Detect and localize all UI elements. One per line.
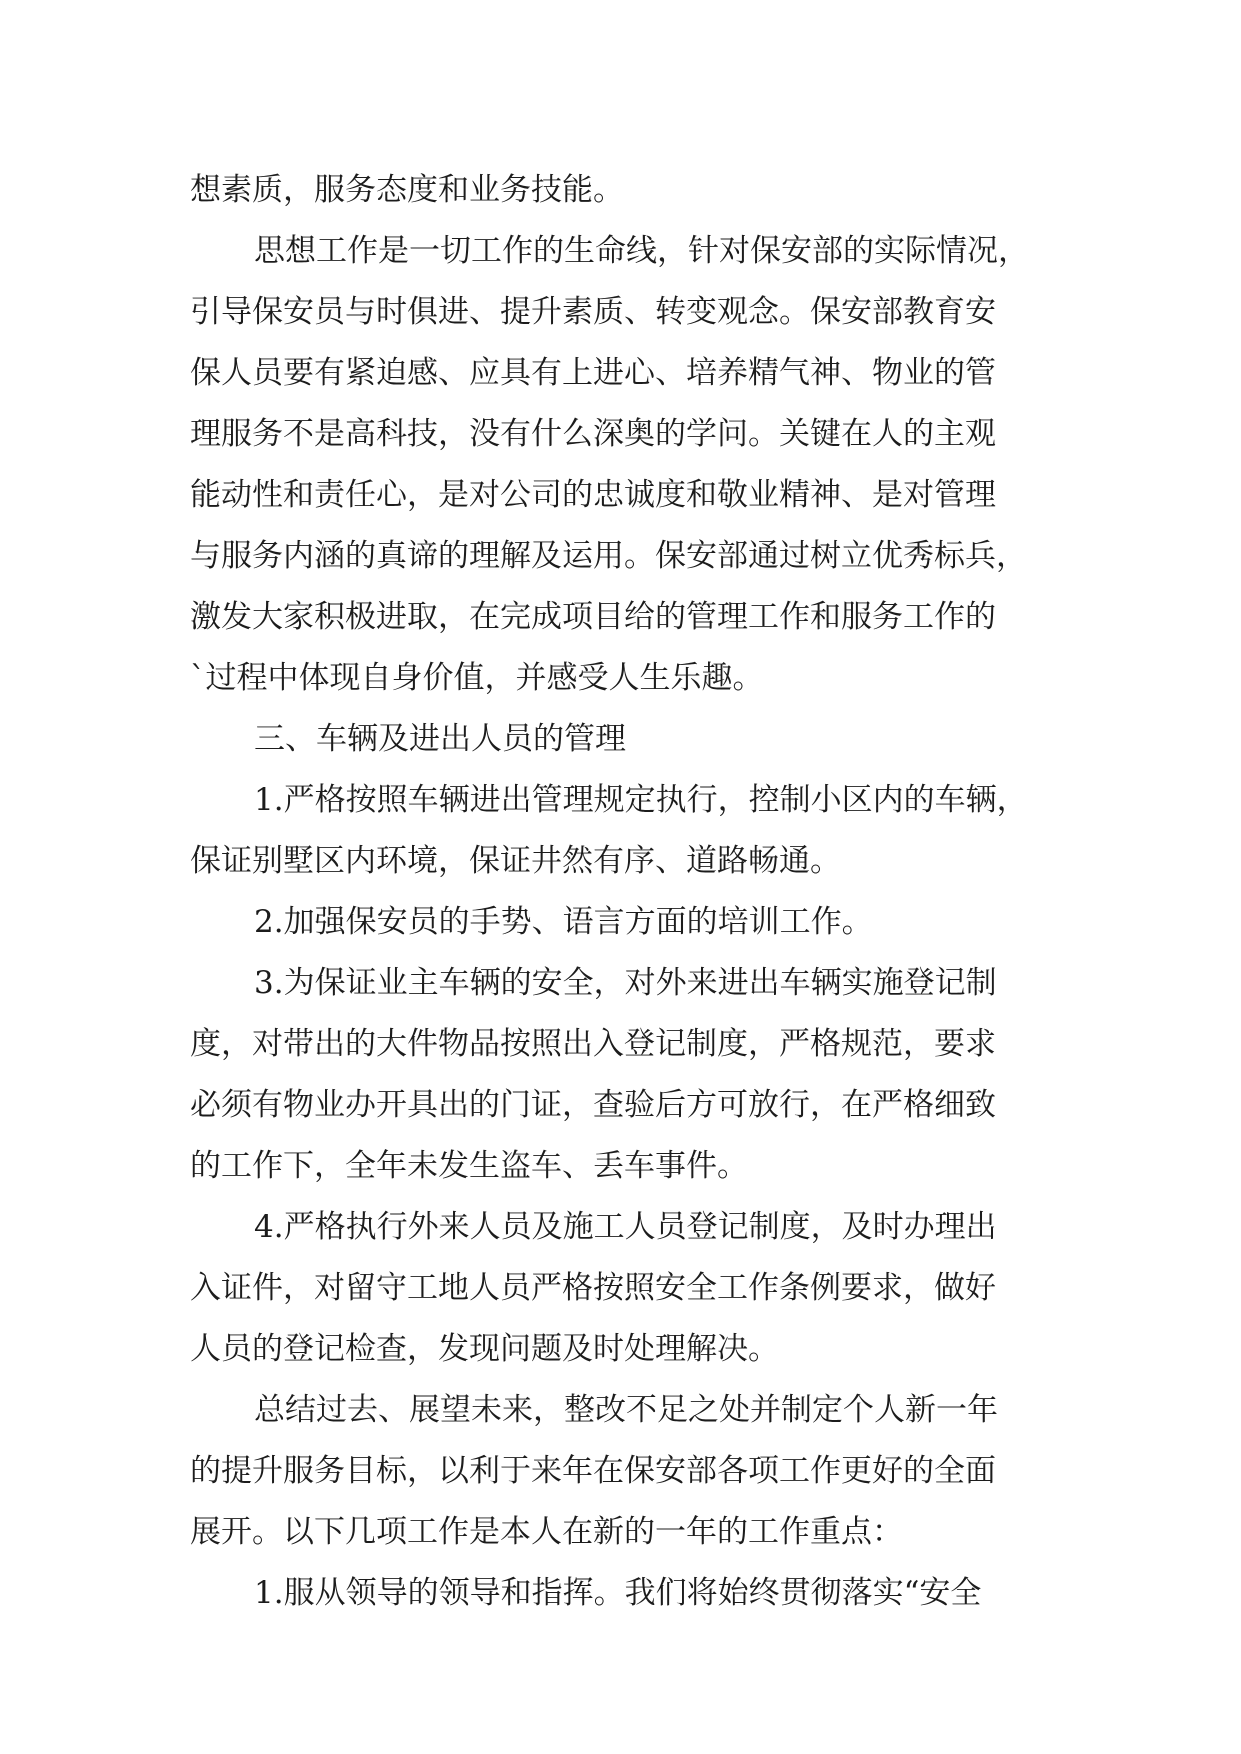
text-line: `过程中体现自身价值，并感受人生乐趣。 (190, 660, 764, 696)
text-line: 保人员要有紧迫感、应具有上进心、培养精气神、物业的管 (190, 355, 996, 391)
text-line: 思想工作是一切工作的生命线，针对保安部的实际情况， (254, 233, 1029, 269)
text-line: 1.严格按照车辆进出管理规定执行，控制小区内的车辆， (254, 782, 1028, 818)
text-line: 度，对带出的大件物品按照出入登记制度，严格规范，要求 (190, 1026, 996, 1062)
text-line: 三、车辆及进出人员的管理 (254, 721, 626, 757)
text-line: 与服务内涵的真谛的理解及运用。保安部通过树立优秀标兵， (190, 538, 1027, 574)
text-line: 的工作下，全年未发生盗车、丢车事件。 (190, 1148, 748, 1184)
document-body (190, 160, 1090, 1624)
text-line: 激发大家积极进取，在完成项目给的管理工作和服务工作的 (190, 599, 996, 635)
text-line: 想素质，服务态度和业务技能。 (190, 172, 624, 208)
text-line: 入证件，对留守工地人员严格按照安全工作条例要求，做好 (190, 1270, 996, 1306)
text-line: 4.严格执行外来人员及施工人员登记制度，及时办理出 (254, 1209, 997, 1245)
text-line: 3.为保证业主车辆的安全，对外来进出车辆实施登记制 (254, 965, 997, 1001)
text-line: 引导保安员与时俱进、提升素质、转变观念。保安部教育安 (190, 294, 996, 330)
text-line: 总结过去、展望未来，整改不足之处并制定个人新一年 (254, 1392, 998, 1428)
text-line: 能动性和责任心，是对公司的忠诚度和敬业精神、是对管理 (190, 477, 996, 513)
text-line: 保证别墅区内环境，保证井然有序、道路畅通。 (190, 843, 841, 879)
text-line: 必须有物业办开具出的门证，查验后方可放行，在严格细致 (190, 1087, 996, 1123)
text-line: 的提升服务目标，以利于来年在保安部各项工作更好的全面 (190, 1453, 996, 1489)
text-line: 展开。以下几项工作是本人在新的一年的工作重点： (190, 1514, 903, 1550)
text-line: 2.加强保安员的手势、语言方面的培训工作。 (254, 904, 873, 940)
text-line: 理服务不是高科技，没有什么深奥的学问。关键在人的主观 (190, 416, 996, 452)
text-line: 1.服从领导的领导和指挥。我们将始终贯彻落实“安全 (254, 1575, 982, 1611)
text-line: 人员的登记检查，发现问题及时处理解决。 (190, 1331, 779, 1367)
